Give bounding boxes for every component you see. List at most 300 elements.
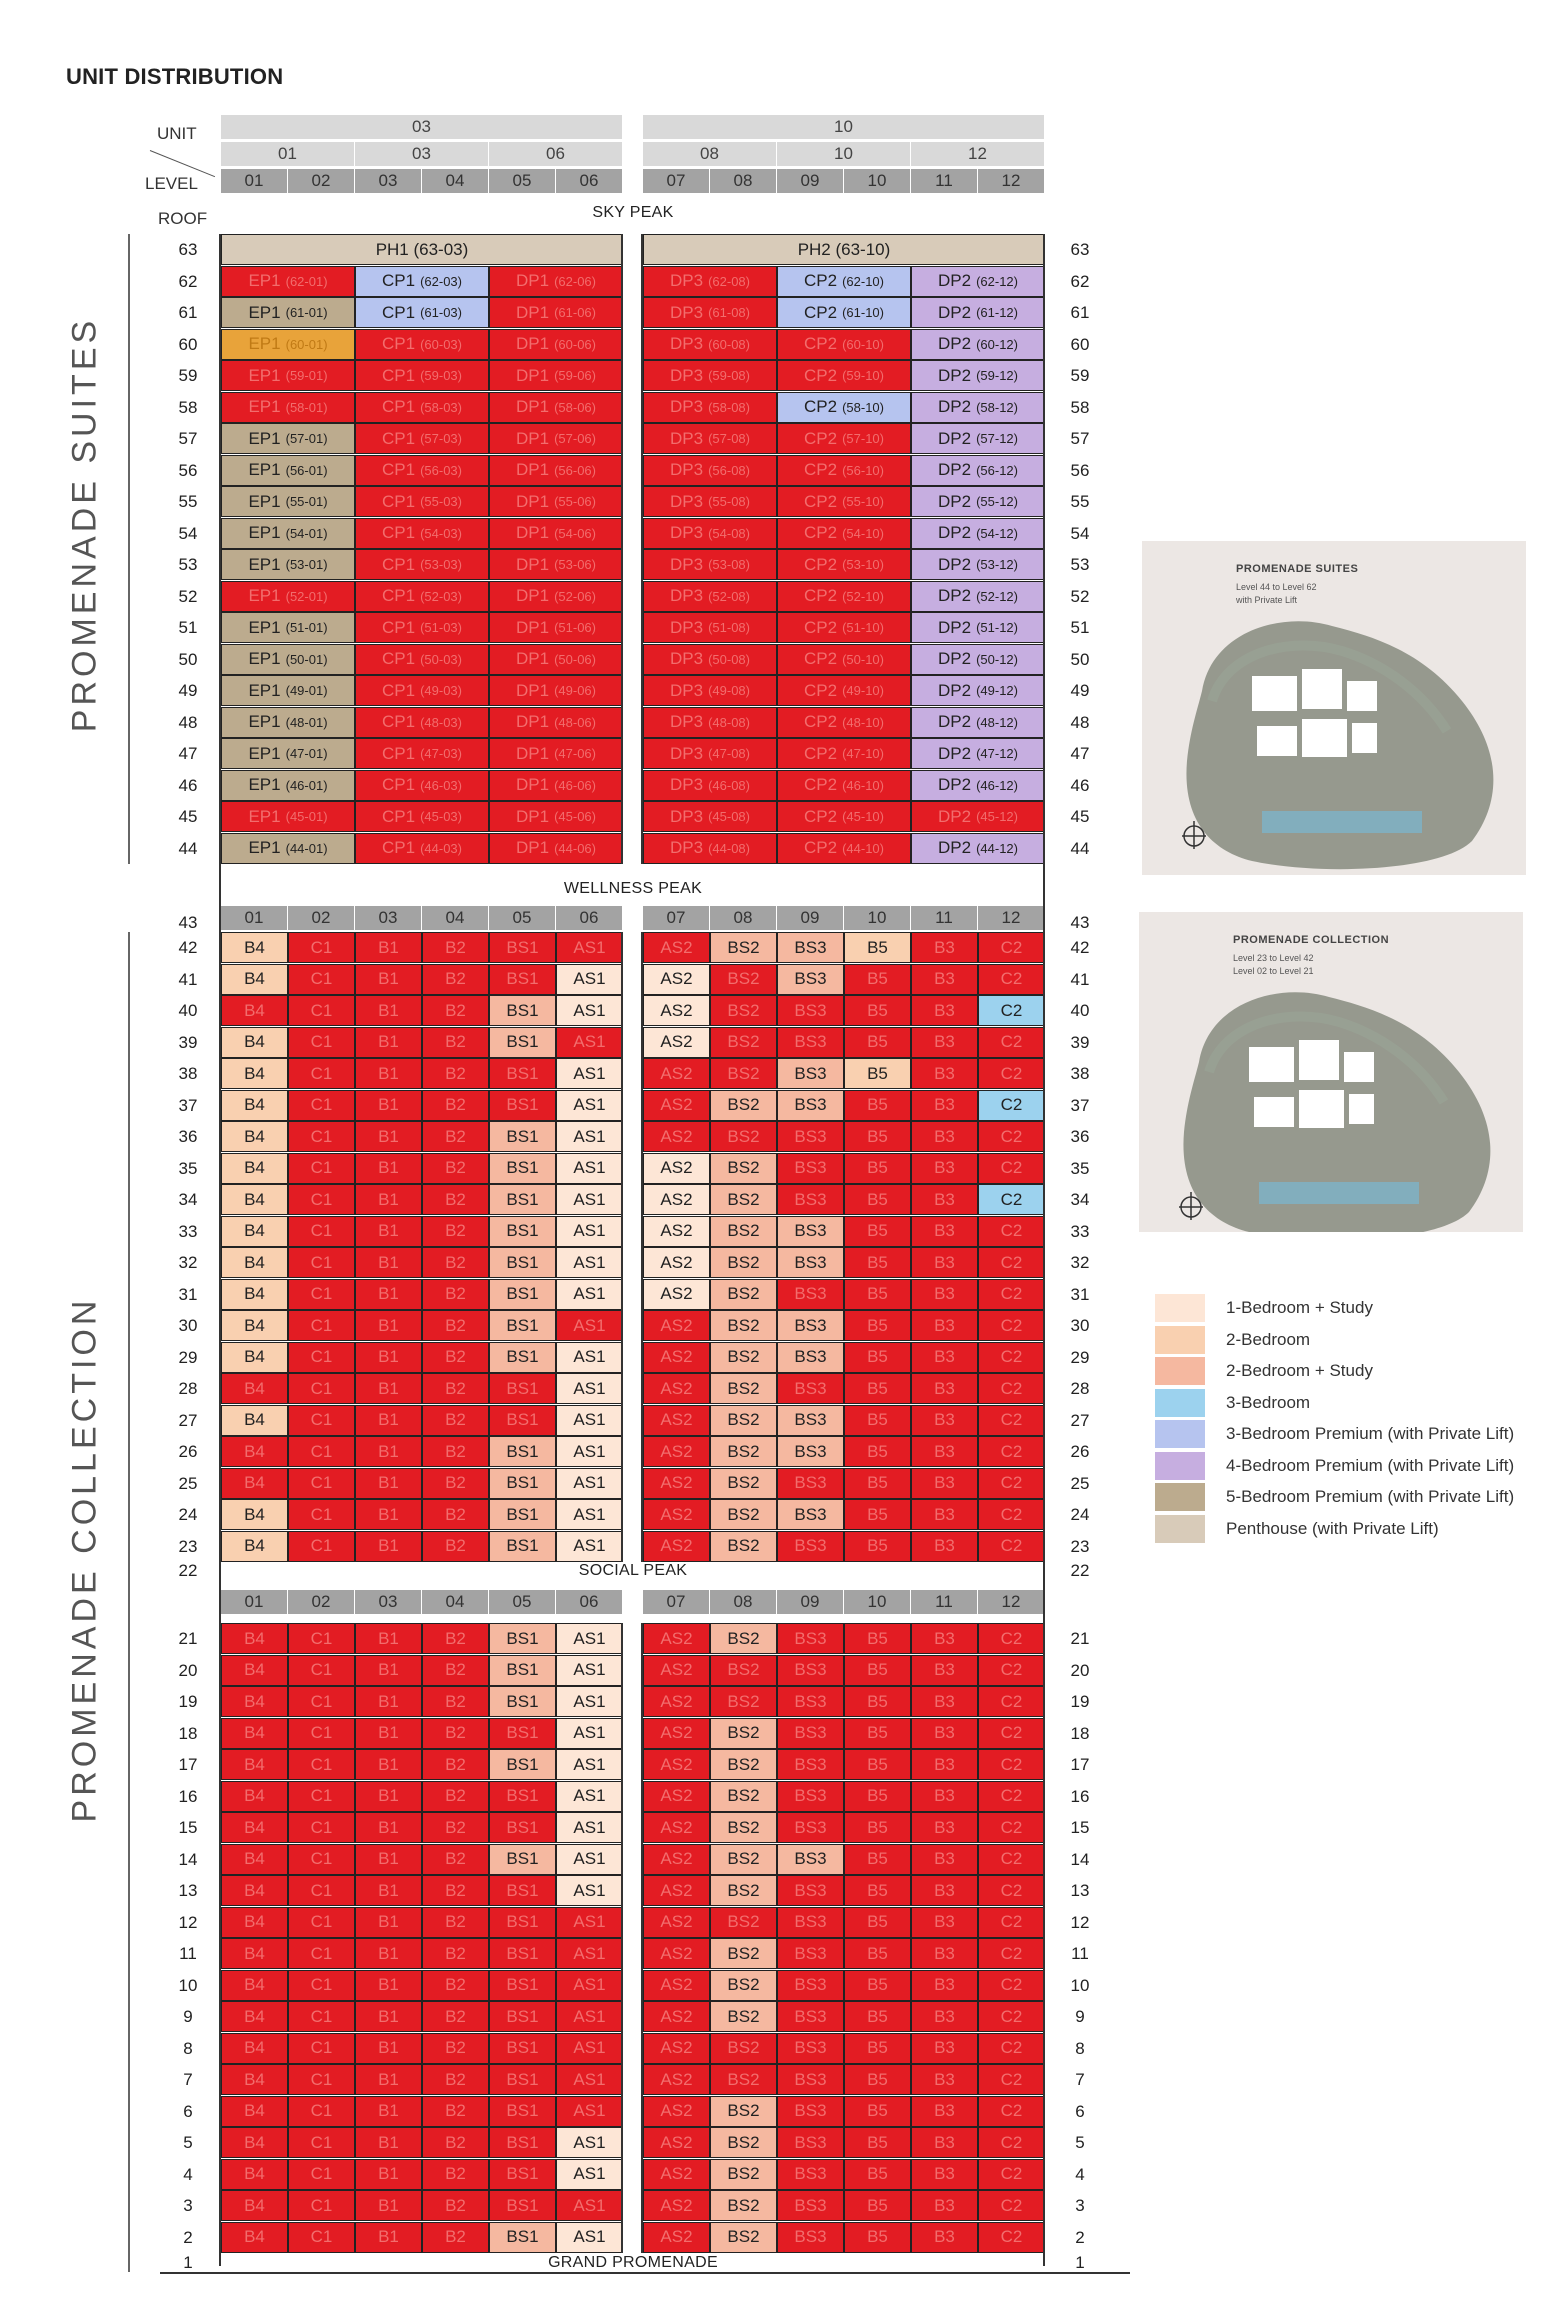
unit-type: CP1	[382, 271, 416, 290]
collection-unit-cell: B5	[844, 1531, 911, 1562]
suite-unit-cell	[489, 455, 623, 486]
suite-unit-cell	[777, 266, 911, 297]
collection-unit-cell: C2	[978, 1153, 1045, 1184]
level-number: 62	[178, 271, 198, 291]
collection-unit-cell: B3	[911, 1468, 978, 1499]
collection-unit-cell: AS1	[556, 1623, 623, 1654]
collection-unit-cell: AS2	[643, 1970, 710, 2001]
collection-unit-cell: C1	[288, 1153, 355, 1184]
unit-ref: (57-03)	[420, 431, 462, 446]
unit-ref: (58-08)	[708, 399, 750, 415]
collection-unit-cell: B4	[221, 2222, 288, 2253]
collection-unit-cell: B2	[422, 1844, 489, 1875]
collection-unit-cell: B3	[911, 1090, 978, 1121]
collection-unit-cell: BS3	[777, 1405, 844, 1436]
collection-unit-cell: C2	[978, 2127, 1045, 2158]
collection-unit-cell: BS2	[710, 1279, 777, 1310]
key-plan-subtitle: Level 44 to Level 62	[1236, 582, 1317, 592]
collection-unit-cell: B3	[911, 1216, 978, 1247]
suite-unit-cell	[777, 549, 911, 580]
collection-unit-cell: BS3	[777, 1875, 844, 1906]
collection-unit-cell: C1	[288, 995, 355, 1026]
collection-unit-cell: B3	[911, 964, 978, 995]
collection-unit-cell: B2	[422, 2190, 489, 2221]
collection-unit-cell: BS3	[777, 1216, 844, 1247]
unit-type: DP1	[516, 806, 550, 826]
collection-unit-cell: AS1	[556, 2001, 623, 2032]
collection-unit-cell: B4	[221, 2064, 288, 2095]
collection-unit-cell: AS1	[556, 1153, 623, 1184]
level-number: 49	[178, 681, 198, 700]
collection-unit-cell: C1	[288, 1405, 355, 1436]
collection-unit-cell: B3	[911, 1623, 978, 1654]
level-number: 59	[1070, 366, 1090, 385]
suite-unit-cell	[643, 455, 777, 486]
collection-unit-cell: BS2	[710, 1970, 777, 2001]
collection-unit-cell: C2	[978, 1279, 1045, 1310]
level-number: 53	[1070, 555, 1090, 574]
penthouse-ph1: PH1 (63-03)	[221, 234, 623, 265]
level-number: 1	[183, 2253, 193, 2272]
collection-unit-cell: AS2	[643, 1247, 710, 1278]
collection-unit-cell: BS1	[489, 1655, 556, 1686]
suite-unit-cell	[777, 801, 911, 832]
level-number: 18	[178, 1723, 198, 1743]
unit-ref: (47-06)	[554, 746, 596, 761]
level-number: 58	[178, 397, 198, 417]
unit-ref: (44-03)	[420, 840, 462, 856]
unit-header: 04	[422, 169, 489, 193]
unit-header: 05	[489, 169, 556, 193]
collection-unit-cell: BS1	[489, 1436, 556, 1467]
level-number: 52	[1070, 586, 1090, 606]
collection-unit-cell: B4	[221, 2127, 288, 2158]
collection-unit-cell: B3	[911, 1184, 978, 1215]
unit-header: 07	[643, 906, 710, 930]
collection-unit-cell: BS1	[489, 1623, 556, 1654]
collection-unit-cell: BS1	[489, 2222, 556, 2253]
unit-type: EP1	[248, 586, 281, 605]
unit-type: EP1	[248, 397, 281, 416]
collection-unit-cell: C2	[978, 1405, 1045, 1436]
collection-unit-cell: B4	[221, 1875, 288, 1906]
suite-unit-cell	[777, 581, 911, 612]
collection-unit-cell: C1	[288, 1970, 355, 2001]
unit-type: DP3	[670, 302, 704, 322]
collection-unit-cell: B4	[221, 1342, 288, 1373]
suite-unit-cell	[643, 644, 777, 675]
collection-unit-cell: C1	[288, 1907, 355, 1938]
collection-unit-cell: BS1	[489, 1090, 556, 1121]
collection-unit-cell: B4	[221, 1027, 288, 1058]
collection-unit-cell: B4	[221, 1623, 288, 1654]
unit-type: CP2	[804, 460, 838, 479]
collection-unit-cell: AS2	[643, 2222, 710, 2253]
collection-unit-cell: BS1	[489, 1405, 556, 1436]
collection-unit-cell: B4	[221, 1121, 288, 1152]
suite-unit-cell	[489, 833, 623, 864]
unit-ref: (47-01)	[285, 746, 328, 761]
collection-unit-cell: BS1	[489, 2127, 556, 2158]
level-number: 12	[1070, 1912, 1090, 1932]
collection-unit-cell: C1	[288, 964, 355, 995]
collection-unit-cell: BS2	[710, 1405, 777, 1436]
stack-header: 03	[355, 142, 489, 166]
collection-unit-cell: B2	[422, 2096, 489, 2127]
collection-unit-cell: BS2	[710, 2096, 777, 2127]
collection-unit-cell: C1	[288, 1058, 355, 1089]
suite-unit-cell	[221, 266, 355, 297]
collection-unit-cell: B1	[355, 2222, 422, 2253]
suite-unit-cell	[355, 297, 489, 328]
unit-type: CP2	[804, 428, 838, 448]
collection-unit-cell: BS2	[710, 1027, 777, 1058]
suite-unit-cell	[911, 392, 1045, 423]
collection-unit-cell: B2	[422, 1686, 489, 1717]
unit-ref: (46-01)	[285, 777, 328, 793]
collection-unit-cell: AS2	[643, 1781, 710, 1812]
collection-unit-cell: B5	[844, 1875, 911, 1906]
collection-unit-cell: C1	[288, 1279, 355, 1310]
suite-unit-cell	[355, 770, 489, 801]
collection-unit-cell: B1	[355, 1058, 422, 1089]
collection-unit-cell: BS1	[489, 1875, 556, 1906]
level-number: 42	[178, 938, 198, 957]
suite-unit-cell	[489, 423, 623, 454]
collection-unit-cell: B2	[422, 1623, 489, 1654]
collection-unit-cell: BS2	[710, 1121, 777, 1152]
unit-ref: (57-12)	[976, 431, 1018, 446]
collection-unit-cell: B3	[911, 2127, 978, 2158]
collection-unit-cell: BS3	[777, 1531, 844, 1562]
unit-type: DP3	[670, 523, 704, 542]
suite-unit-cell	[221, 455, 355, 486]
unit-header: 11	[911, 1590, 978, 1614]
collection-unit-cell: B2	[422, 1436, 489, 1467]
collection-unit-cell: AS2	[643, 1342, 710, 1373]
unit-type: DP2	[938, 586, 972, 605]
suite-unit-cell	[911, 266, 1045, 297]
suite-unit-cell	[777, 833, 911, 864]
key-plan	[1139, 912, 1523, 1232]
collection-unit-cell: BS3	[777, 1058, 844, 1089]
unit-type: DP2	[938, 334, 972, 353]
unit-type: CP1	[382, 523, 416, 542]
suite-unit-cell	[489, 801, 623, 832]
unit-ref: (46-06)	[554, 777, 596, 793]
unit-type: EP1	[248, 523, 281, 542]
collection-unit-cell: C2	[978, 1655, 1045, 1686]
collection-unit-cell: B2	[422, 1531, 489, 1562]
collection-unit-cell: B2	[422, 1499, 489, 1530]
collection-unit-cell: C2	[978, 1468, 1045, 1499]
collection-unit-cell: B3	[911, 1781, 978, 1812]
suite-unit-cell	[911, 612, 1045, 643]
unit-header: 02	[288, 1590, 355, 1614]
collection-unit-cell: B4	[221, 1499, 288, 1530]
level-number: 24	[178, 1505, 198, 1524]
suite-unit-cell	[221, 833, 355, 864]
collection-unit-cell: B5	[844, 1090, 911, 1121]
zone-title-suites: PROMENADE SUITES	[65, 316, 104, 733]
collection-unit-cell: BS2	[710, 1184, 777, 1215]
unit-header: 01	[221, 906, 288, 930]
collection-unit-cell: AS2	[643, 1531, 710, 1562]
unit-ref: (60-01)	[285, 336, 328, 352]
collection-unit-cell: AS2	[643, 1184, 710, 1215]
level-number: 4	[183, 2164, 193, 2184]
suite-unit-cell	[355, 392, 489, 423]
collection-unit-cell: BS1	[489, 2064, 556, 2095]
unit-header: 03	[355, 1590, 422, 1614]
collection-unit-cell: B1	[355, 2127, 422, 2158]
level-number: 2	[183, 2227, 193, 2247]
unit-header: 07	[643, 169, 710, 193]
suite-unit-cell	[489, 707, 623, 738]
unit-type: CP1	[382, 743, 416, 763]
unit-ref: (48-03)	[420, 714, 462, 730]
unit-type: DP1	[516, 775, 550, 794]
collection-unit-cell: B3	[911, 2001, 978, 2032]
level-number: 42	[1070, 938, 1090, 957]
collection-unit-cell: B5	[844, 2222, 911, 2253]
unit-type: CP2	[804, 491, 838, 511]
unit-type: CP1	[382, 775, 416, 794]
level-number: 31	[1070, 1284, 1090, 1304]
suite-unit-cell	[911, 644, 1045, 675]
collection-unit-cell: AS2	[643, 1749, 710, 1780]
unit-axis-label: UNIT	[157, 124, 197, 143]
unit-header: 08	[710, 169, 777, 193]
legend-label: 3-Bedroom Premium (with Private Lift)	[1226, 1424, 1515, 1443]
suite-unit-cell	[911, 518, 1045, 549]
collection-unit-cell: BS2	[710, 1216, 777, 1247]
collection-unit-cell: B2	[422, 2159, 489, 2190]
unit-ref: (56-06)	[554, 462, 596, 478]
collection-unit-cell: B2	[422, 1247, 489, 1278]
unit-type: DP2	[938, 838, 972, 857]
unit-ref: (55-10)	[842, 494, 884, 509]
collection-unit-cell: AS1	[556, 1184, 623, 1215]
collection-unit-cell: BS3	[777, 1781, 844, 1812]
collection-unit-cell: C1	[288, 2159, 355, 2190]
collection-unit-cell: BS1	[489, 1216, 556, 1247]
collection-unit-cell: AS1	[556, 1373, 623, 1404]
collection-unit-cell: BS3	[777, 1342, 844, 1373]
unit-ref: (49-01)	[285, 683, 328, 698]
collection-unit-cell: BS1	[489, 1938, 556, 1969]
unit-ref: (60-06)	[554, 336, 596, 352]
suite-unit-cell	[643, 612, 777, 643]
unit-type: DP2	[938, 302, 972, 322]
level-number: 51	[178, 618, 198, 637]
collection-unit-cell: B5	[844, 1342, 911, 1373]
suite-unit-cell	[355, 738, 489, 769]
unit-header: 03	[355, 906, 422, 930]
site-plan-drawing	[1142, 541, 1526, 875]
unit-header: 02	[288, 906, 355, 930]
collection-unit-cell: B3	[911, 1121, 978, 1152]
collection-unit-cell: B1	[355, 1623, 422, 1654]
collection-unit-cell: BS2	[710, 1531, 777, 1562]
unit-type: EP1	[248, 491, 281, 511]
collection-unit-cell: C1	[288, 1468, 355, 1499]
level-number: 55	[1070, 492, 1090, 511]
collection-unit-cell: BS3	[777, 932, 844, 963]
collection-unit-cell: C2	[978, 1718, 1045, 1749]
collection-unit-cell: BS3	[777, 2096, 844, 2127]
collection-unit-cell: BS2	[710, 2190, 777, 2221]
unit-type: EP1	[248, 365, 281, 385]
suite-unit-cell	[777, 455, 911, 486]
collection-unit-cell: BS3	[777, 964, 844, 995]
suite-unit-cell	[221, 581, 355, 612]
key-plan	[1142, 541, 1526, 875]
collection-unit-cell: AS1	[556, 1938, 623, 1969]
collection-unit-cell: B5	[844, 2001, 911, 2032]
level-number: 4	[1075, 2164, 1085, 2184]
unit-ref: (48-12)	[976, 714, 1018, 730]
level-number: 6	[1075, 2101, 1085, 2121]
suite-unit-cell	[643, 266, 777, 297]
level-number: 36	[178, 1127, 198, 1146]
level-number: 59	[178, 366, 198, 385]
collection-unit-cell: AS1	[556, 2127, 623, 2158]
collection-unit-cell: B3	[911, 1373, 978, 1404]
collection-unit-cell: C1	[288, 1090, 355, 1121]
frame-left	[219, 234, 221, 2266]
legend-label: 4-Bedroom Premium (with Private Lift)	[1226, 1455, 1515, 1475]
collection-unit-cell: C1	[288, 1749, 355, 1780]
collection-unit-cell: C2	[978, 1875, 1045, 1906]
collection-unit-cell: B3	[911, 1812, 978, 1843]
unit-ref: (59-06)	[554, 368, 596, 383]
unit-type: EP1	[248, 806, 281, 826]
collection-unit-cell: C2	[978, 1907, 1045, 1938]
level-number: 11	[1071, 1944, 1089, 1963]
level-number: 49	[1070, 681, 1090, 700]
unit-ref: (52-06)	[554, 588, 596, 604]
collection-unit-cell: BS2	[710, 2033, 777, 2064]
unit-ref: (53-03)	[420, 557, 462, 572]
unit-type: DP2	[938, 680, 972, 700]
suite-unit-cell	[777, 360, 911, 391]
level-number: 50	[1070, 649, 1090, 669]
unit-type: CP1	[382, 617, 416, 637]
unit-type: DP3	[670, 554, 704, 574]
suite-unit-cell	[221, 801, 355, 832]
unit-ref: (45-01)	[285, 809, 328, 824]
level-number: 57	[178, 429, 198, 448]
unit-type: DP2	[938, 649, 972, 668]
unit-type: CP1	[382, 491, 416, 511]
unit-ref: (54-01)	[285, 525, 328, 541]
unit-ref: (54-03)	[420, 525, 462, 541]
collection-unit-cell: B5	[844, 2159, 911, 2190]
suite-unit-cell	[777, 518, 911, 549]
collection-unit-cell: C2	[978, 964, 1045, 995]
collection-unit-cell: B3	[911, 2064, 978, 2095]
collection-unit-cell: BS2	[710, 1749, 777, 1780]
unit-type: DP2	[938, 397, 972, 416]
collection-unit-cell: B2	[422, 1907, 489, 1938]
collection-unit-cell: B5	[844, 1310, 911, 1341]
collection-unit-cell: AS2	[643, 1373, 710, 1404]
page-title: UNIT DISTRIBUTION	[66, 64, 284, 89]
collection-unit-cell: AS1	[556, 1907, 623, 1938]
collection-unit-cell: B1	[355, 1655, 422, 1686]
level-number: 63	[1070, 240, 1090, 259]
collection-unit-cell: B2	[422, 1655, 489, 1686]
suite-unit-cell	[643, 770, 777, 801]
collection-unit-cell: B5	[844, 1718, 911, 1749]
collection-unit-cell: BS2	[710, 2127, 777, 2158]
collection-unit-cell: AS1	[556, 1468, 623, 1499]
unit-ref: (60-12)	[976, 336, 1018, 352]
suite-unit-cell	[221, 738, 355, 769]
collection-unit-cell: BS2	[710, 1686, 777, 1717]
collection-unit-cell: B5	[844, 1938, 911, 1969]
level-number: 21	[1070, 1629, 1090, 1648]
collection-unit-cell: B5	[844, 1781, 911, 1812]
unit-header: 01	[221, 169, 288, 193]
level-number: 33	[178, 1221, 198, 1241]
unit-header: 02	[288, 169, 355, 193]
level-number: 38	[1070, 1064, 1090, 1083]
level-number: 34	[1070, 1190, 1090, 1209]
collection-unit-cell: B3	[911, 2033, 978, 2064]
unit-type: DP3	[670, 838, 704, 857]
suite-unit-cell	[221, 297, 355, 328]
level-number: 20	[178, 1660, 198, 1680]
penthouse-ph2: PH2 (63-10)	[643, 234, 1045, 265]
collection-unit-cell: BS3	[777, 1970, 844, 2001]
collection-unit-cell: BS3	[777, 1686, 844, 1717]
collection-unit-cell: B3	[911, 1247, 978, 1278]
site-plan-drawing	[1139, 912, 1523, 1232]
unit-header: 09	[777, 1590, 844, 1614]
unit-ref: (59-12)	[976, 368, 1018, 383]
unit-ref: (62-01)	[285, 273, 328, 289]
suite-unit-cell	[489, 486, 623, 517]
unit-ref: (44-10)	[842, 840, 884, 856]
baseline	[160, 2272, 1130, 2274]
collection-unit-cell: B1	[355, 1373, 422, 1404]
level-number: 7	[1075, 2070, 1085, 2089]
suite-unit-cell	[911, 581, 1045, 612]
collection-unit-cell: C2	[978, 1058, 1045, 1089]
suite-unit-cell	[221, 612, 355, 643]
zone-title-collection: PROMENADE COLLECTION	[65, 1296, 104, 1823]
collection-unit-cell: B4	[221, 1436, 288, 1467]
level-number: 58	[1070, 397, 1090, 417]
level-number: 37	[178, 1095, 198, 1115]
unit-ref: (61-06)	[554, 305, 596, 320]
unit-type: CP1	[382, 712, 416, 731]
collection-unit-cell: BS1	[489, 1184, 556, 1215]
level-number: 41	[178, 969, 198, 989]
collection-unit-cell: AS2	[643, 1310, 710, 1341]
suite-unit-cell	[489, 297, 623, 328]
suite-unit-cell	[355, 266, 489, 297]
level-number: 60	[1070, 334, 1090, 354]
unit-ref: (51-10)	[842, 620, 884, 635]
level-number: 35	[1070, 1158, 1090, 1178]
unit-ref: (49-12)	[976, 683, 1018, 698]
collection-unit-cell: B1	[355, 1216, 422, 1247]
unit-ref: (59-08)	[708, 368, 750, 383]
collection-unit-cell: B2	[422, 2033, 489, 2064]
